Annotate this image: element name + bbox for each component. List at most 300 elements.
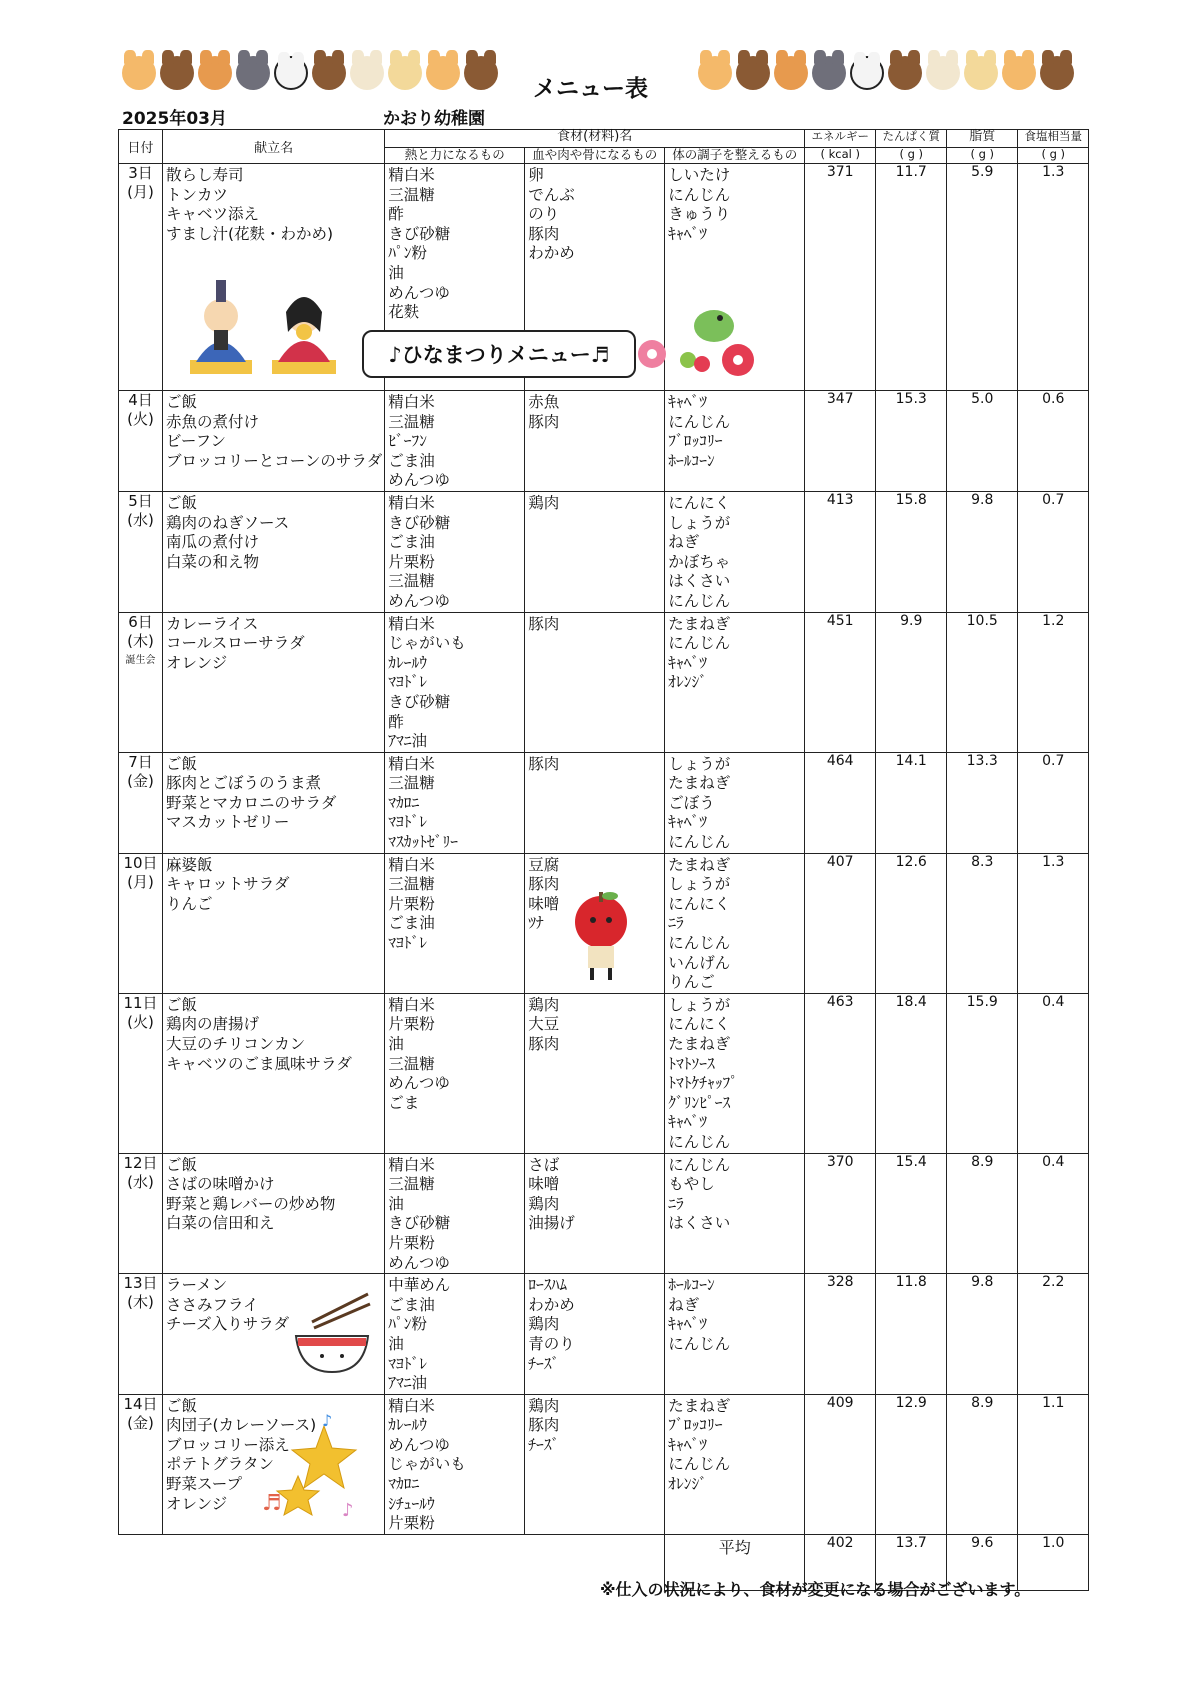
list-item: しょうが (668, 995, 731, 1014)
list-item: 鶏肉 (528, 1194, 560, 1213)
list-item: めんつゆ (388, 1435, 450, 1454)
protein-value: 12.6 (876, 853, 947, 993)
list-item: 三温糖 (388, 572, 435, 591)
list-item: 油 (388, 1194, 404, 1213)
day-cell (119, 612, 163, 752)
list-item: めんつゆ (388, 1253, 450, 1272)
header-menu: 献立名 (163, 130, 385, 164)
list-item: ｷｬﾍﾞﾂ (668, 1435, 707, 1454)
day-of-week: (月) (127, 183, 154, 201)
list-item: 豚肉 (528, 1416, 560, 1435)
list-item: ｷｬﾍﾞﾂ (668, 1315, 707, 1334)
average-protein: 13.7 (876, 1534, 947, 1590)
list-item: めんつゆ (388, 591, 450, 610)
protein-value: 15.8 (876, 491, 947, 612)
list-item: 精白米 (388, 493, 435, 512)
energy-value: 371 (805, 164, 876, 391)
list-item: にんにく (668, 894, 731, 913)
list-item: 油 (388, 1334, 404, 1353)
protein-value: 9.9 (876, 612, 947, 752)
list-item: わかめ (528, 1295, 575, 1314)
day-of-week: (水) (127, 510, 154, 529)
list-item: ｶﾚｰﾙｳ (388, 653, 427, 672)
list-item: 豚肉 (528, 1035, 560, 1053)
svg-text:♪: ♪ (342, 1500, 354, 1521)
list-item: キャロットサラダ (166, 875, 290, 894)
animal-faces-left (122, 56, 498, 90)
list-item: ｱﾏﾆ油 (388, 732, 427, 751)
page-header (0, 0, 1190, 130)
list-item: マスカットゼリー (166, 813, 290, 832)
list-item: キャベツのごま風味サラダ (166, 1054, 352, 1073)
day-of-week: (月) (127, 872, 154, 891)
list-item: たまねぎ (668, 774, 731, 793)
list-item: ビーフン (166, 432, 226, 451)
day-number: 3日 (128, 164, 153, 182)
list-item: ブロッコリーとコーンのサラダ (166, 451, 383, 470)
list-item: 酢 (388, 712, 404, 731)
list-item: 鶏肉 (528, 995, 560, 1014)
list-item: ご飯 (166, 393, 198, 411)
list-item: ブロッコリー添え (166, 1435, 290, 1454)
list-item: しょうが (668, 875, 731, 894)
salt-value: 0.7 (1018, 752, 1089, 853)
bear-face-icon (888, 56, 922, 90)
footnote: ※仕入の状況により、食材が変更になる場合がございます。 (600, 1580, 1031, 1599)
rabbit-face-icon (236, 56, 270, 90)
day-cell (119, 752, 163, 853)
list-item: 三温糖 (388, 875, 435, 894)
menu-month: 2025年03月 (122, 109, 227, 129)
list-item: 豚肉 (528, 412, 560, 431)
list-item: ごぼう (668, 793, 715, 812)
list-item: 豚肉 (528, 754, 560, 773)
salt-value: 1.3 (1018, 853, 1089, 993)
list-item: 青のり (528, 1334, 575, 1353)
list-item: にんじん (668, 1155, 731, 1174)
list-item: 片栗粉 (388, 1233, 435, 1252)
day-number: 7日 (128, 752, 153, 771)
list-item: 赤魚 (528, 393, 560, 411)
list-item: 野菜とマカロニのサラダ (166, 793, 337, 812)
list-item: 味噌 (528, 1175, 560, 1194)
list-item: 野菜スープ (166, 1475, 242, 1494)
list-item: ｼﾁｭｰﾙｳ (388, 1494, 435, 1513)
list-item: 豚肉 (528, 614, 560, 633)
energy-foods-cell (385, 612, 525, 752)
day-number: 4日 (128, 391, 153, 409)
list-item: 大豆 (528, 1015, 560, 1034)
list-item: 豚肉 (528, 224, 560, 243)
list-item: しょうが (668, 754, 731, 773)
list-item: 片栗粉 (388, 1015, 435, 1034)
list-item: 大豆のチリコンカン (166, 1035, 306, 1053)
list-item: 鶏肉の唐揚げ (166, 1015, 260, 1034)
day-of-week: (金) (127, 1413, 154, 1432)
list-item: ｶﾚｰﾙｳ (388, 1416, 427, 1435)
list-item: ﾊﾟﾝ粉 (388, 244, 427, 263)
dog-face-icon (774, 56, 808, 90)
list-item: 精白米 (388, 754, 435, 773)
list-item: ご飯 (166, 493, 198, 512)
bird-and-plum-blossom-illustration (632, 298, 762, 380)
list-item: ﾎｰﾙｺｰﾝ (668, 1276, 715, 1295)
list-item: 酢 (388, 205, 404, 224)
cat-face-icon (274, 56, 308, 90)
list-item: めんつゆ (388, 471, 450, 490)
school-name: かおり幼稚園 (383, 109, 485, 129)
fat-value: 15.9 (947, 993, 1018, 1153)
list-item: ﾏﾖﾄﾞﾚ (388, 673, 427, 692)
energy-value: 407 (805, 853, 876, 993)
list-item: きび砂糖 (388, 692, 451, 711)
header-fat: 脂質 (947, 130, 1018, 148)
list-item: ﾏﾖﾄﾞﾚ (388, 1354, 427, 1373)
bear-face-icon (160, 56, 194, 90)
list-item: 鶏肉 (528, 493, 560, 512)
apple-character-illustration (566, 890, 636, 984)
menu-items-cell (163, 1153, 385, 1274)
star-characters-illustration (252, 1412, 362, 1522)
list-item: もやし (668, 1175, 715, 1194)
list-item: 精白米 (388, 614, 435, 633)
average-spacer (119, 1534, 665, 1590)
rabbit-face-icon (812, 56, 846, 90)
cat-face-icon (698, 56, 732, 90)
list-item: のり (528, 205, 560, 224)
day-of-week: (火) (127, 410, 154, 428)
list-item: にんじん (668, 833, 731, 852)
cat-face-icon (122, 56, 156, 90)
list-item: ｱﾏﾆ油 (388, 1374, 427, 1393)
menu-items-cell (163, 612, 385, 752)
header-group-body: 血や肉や骨になるもの (525, 148, 665, 164)
list-item: 白菜の信田和え (166, 1214, 275, 1233)
menu-row (119, 391, 1089, 492)
energy-foods-cell (385, 752, 525, 853)
condition-foods-cell (665, 752, 805, 853)
list-item: 片栗粉 (388, 894, 435, 913)
list-item: ﾁｰｽﾞ (528, 1435, 560, 1454)
day-cell (119, 993, 163, 1153)
body-foods-cell (525, 391, 665, 492)
fat-value: 9.8 (947, 1274, 1018, 1395)
condition-foods-cell (665, 1394, 805, 1534)
list-item: ﾌﾞﾛｯｺﾘｰ (668, 1416, 723, 1435)
salt-value: 0.4 (1018, 993, 1089, 1153)
day-of-week: (木) (127, 1293, 154, 1312)
condition-foods-cell (665, 491, 805, 612)
day-of-week: (水) (127, 1172, 154, 1191)
energy-value: 463 (805, 993, 876, 1153)
day-number: 14日 (123, 1394, 158, 1413)
average-kcal: 402 (805, 1534, 876, 1590)
list-item: にんじん (668, 634, 731, 653)
list-item: きび砂糖 (388, 513, 451, 532)
average-label: 平均 (665, 1534, 805, 1590)
animal-faces-right (698, 56, 1074, 90)
hinamatsuri-banner: ♪ひなまつりメニュー♬ (362, 330, 636, 378)
body-foods-cell (525, 1274, 665, 1395)
menu-row (119, 491, 1089, 612)
list-item: りんご (668, 973, 715, 992)
day-number: 6日 (128, 612, 153, 631)
event-note: 誕生会 (125, 654, 156, 666)
header-group-condition: 体の調子を整えるもの (665, 148, 805, 164)
list-item: ご飯 (166, 1396, 198, 1415)
rabbit-face-icon (964, 56, 998, 90)
list-item: 野菜と鶏レバーの炒め物 (166, 1194, 336, 1213)
list-item: 花麩 (388, 303, 420, 322)
list-item: オレンジ (166, 1494, 228, 1513)
body-foods-cell (525, 752, 665, 853)
day-cell (119, 853, 163, 993)
fat-value: 8.3 (947, 853, 1018, 993)
protein-value: 15.3 (876, 391, 947, 492)
body-foods-cell (525, 612, 665, 752)
menu-items-cell (163, 491, 385, 612)
day-of-week: (火) (127, 1012, 154, 1031)
list-item: チーズ入りサラダ (166, 1315, 290, 1334)
list-item: めんつゆ (388, 283, 450, 302)
list-item: ねぎ (668, 1295, 700, 1314)
list-item: キャベツ添え (166, 205, 260, 224)
svg-text:♬: ♬ (262, 1491, 282, 1516)
day-number: 11日 (123, 993, 158, 1012)
list-item: 鶏肉 (528, 1315, 560, 1334)
list-item: ごま油 (388, 914, 435, 933)
list-item: 中華めん (388, 1276, 451, 1295)
energy-foods-cell (385, 391, 525, 492)
day-of-week: (木) (127, 631, 154, 650)
body-foods-cell (525, 993, 665, 1153)
list-item: ご飯 (166, 995, 198, 1014)
list-item: 南瓜の煮付け (166, 533, 260, 552)
list-item: すまし汁(花麩・わかめ) (166, 224, 334, 243)
day-cell (119, 1394, 163, 1534)
list-item: にんじん (668, 1132, 731, 1151)
bear-face-icon (1040, 56, 1074, 90)
salt-value: 1.2 (1018, 612, 1089, 752)
condition-foods-cell (665, 853, 805, 993)
header-energy: エネルギー (805, 130, 876, 148)
list-item: ﾛｰｽﾊﾑ (528, 1276, 567, 1295)
header-day: 日付 (119, 130, 163, 164)
ramen-bowl-illustration (292, 1292, 372, 1376)
list-item: 油 (388, 263, 404, 282)
condition-foods-cell (665, 391, 805, 492)
list-item: 豚肉 (528, 875, 560, 894)
fat-value: 8.9 (947, 1153, 1018, 1274)
list-item: ねぎ (668, 533, 700, 552)
list-item: たまねぎ (668, 614, 731, 633)
dog-face-icon (926, 56, 960, 90)
list-item: 白菜の和え物 (166, 552, 260, 571)
list-item: じゃがいも (388, 634, 466, 653)
list-item: はくさい (668, 1214, 731, 1233)
day-cell (119, 491, 163, 612)
day-of-week: (金) (127, 771, 154, 790)
menu-row (119, 1153, 1089, 1274)
bear-face-icon (464, 56, 498, 90)
list-item: 精白米 (388, 855, 435, 874)
list-item: にんじん (668, 934, 731, 953)
menu-row (119, 993, 1089, 1153)
list-item: カレーライス (166, 614, 259, 633)
list-item: 精白米 (388, 1155, 435, 1174)
list-item: 精白米 (388, 995, 435, 1014)
list-item: 散らし寿司 (166, 166, 244, 184)
average-fat: 9.6 (947, 1534, 1018, 1590)
list-item: わかめ (528, 244, 575, 263)
list-item: ごま油 (388, 451, 435, 470)
menu-items-cell (163, 853, 385, 993)
list-item: コールスローサラダ (166, 634, 305, 653)
list-item: ｸﾞﾘﾝﾋﾟｰｽ (668, 1093, 731, 1112)
list-item: 三温糖 (388, 774, 435, 793)
salt-value: 0.4 (1018, 1153, 1089, 1274)
condition-foods-cell (665, 612, 805, 752)
header-salt-unit: ( g ) (1018, 148, 1089, 164)
list-item: 豚肉とごぼうのうま煮 (166, 774, 322, 793)
day-cell (119, 164, 163, 391)
list-item: ﾊﾟﾝ粉 (388, 1315, 427, 1334)
list-item: 三温糖 (388, 185, 435, 204)
protein-value: 14.1 (876, 752, 947, 853)
list-item: ﾆﾗ (668, 1194, 684, 1213)
list-item: 片栗粉 (388, 552, 435, 571)
energy-value: 347 (805, 391, 876, 492)
list-item: 油 (388, 1035, 404, 1053)
header-salt: 食塩相当量 (1018, 130, 1089, 148)
list-item: ﾏｽｶｯﾄｾﾞﾘｰ (388, 833, 458, 852)
list-item: にんじん (668, 1455, 731, 1474)
list-item: ﾌﾞﾛｯｺﾘｰ (668, 432, 723, 451)
list-item: にんにく (668, 1015, 731, 1034)
menu-items-cell (163, 752, 385, 853)
salt-value: 0.6 (1018, 391, 1089, 492)
list-item: たまねぎ (668, 855, 731, 874)
energy-foods-cell (385, 993, 525, 1153)
energy-foods-cell (385, 1153, 525, 1274)
list-item: 精白米 (388, 1396, 435, 1415)
list-item: ささみフライ (166, 1295, 259, 1314)
day-cell (119, 1274, 163, 1395)
salt-value: 0.7 (1018, 491, 1089, 612)
list-item: かぼちゃ (668, 552, 731, 571)
condition-foods-cell (665, 1153, 805, 1274)
list-item: しょうが (668, 513, 731, 532)
day-number: 13日 (123, 1274, 158, 1293)
list-item: ﾂﾅ (528, 914, 544, 933)
list-item: にんじん (668, 185, 731, 204)
list-item: にんじん (668, 591, 731, 610)
salt-value: 1.1 (1018, 1394, 1089, 1534)
list-item: しいたけ (668, 166, 731, 184)
list-item: 麻婆飯 (166, 855, 213, 874)
header-protein: たんぱく質 (876, 130, 947, 148)
energy-value: 328 (805, 1274, 876, 1395)
list-item: ｷｬﾍﾞﾂ (668, 224, 707, 243)
hina-dolls-illustration (186, 272, 346, 380)
condition-foods-cell (665, 993, 805, 1153)
list-item: 精白米 (388, 393, 435, 411)
protein-value: 18.4 (876, 993, 947, 1153)
protein-value: 11.8 (876, 1274, 947, 1395)
list-item: ｷｬﾍﾞﾂ (668, 1113, 707, 1132)
list-item: ﾁｰｽﾞ (528, 1354, 560, 1373)
energy-value: 464 (805, 752, 876, 853)
list-item: きゅうり (668, 205, 731, 224)
cat-face-icon (850, 56, 884, 90)
list-item: はくさい (668, 572, 731, 591)
header-ingredients: 食材(材料)名 (385, 130, 805, 148)
energy-value: 451 (805, 612, 876, 752)
list-item: 精白米 (388, 166, 435, 184)
list-item: ｵﾚﾝｼﾞ (668, 673, 707, 692)
list-item: りんご (166, 894, 213, 913)
body-foods-cell (525, 491, 665, 612)
protein-value: 15.4 (876, 1153, 947, 1274)
list-item: じゃがいも (388, 1455, 466, 1474)
list-item: トンカツ (166, 185, 229, 204)
list-item: ﾏﾖﾄﾞﾚ (388, 934, 427, 953)
dog-face-icon (198, 56, 232, 90)
list-item: でんぶ (528, 185, 575, 204)
list-item: 油揚げ (528, 1214, 575, 1233)
fat-value: 5.0 (947, 391, 1018, 492)
energy-foods-cell (385, 853, 525, 993)
list-item: ﾏﾖﾄﾞﾚ (388, 813, 427, 832)
fat-value: 9.8 (947, 491, 1018, 612)
energy-value: 370 (805, 1153, 876, 1274)
header-group-energy: 熱と力になるもの (385, 148, 525, 164)
list-item: ﾎｰﾙｺｰﾝ (668, 451, 715, 470)
energy-value: 409 (805, 1394, 876, 1534)
list-item: ｷｬﾍﾞﾂ (668, 393, 707, 411)
list-item: いんげん (668, 953, 731, 972)
condition-foods-cell (665, 1274, 805, 1395)
list-item: ﾄﾏﾄｿｰｽ (668, 1054, 715, 1073)
cat-face-icon (1002, 56, 1036, 90)
list-item: ご飯 (166, 1155, 198, 1174)
protein-value: 11.7 (876, 164, 947, 391)
list-item: 鶏肉 (528, 1396, 560, 1415)
list-item: 片栗粉 (388, 1514, 435, 1533)
day-cell (119, 391, 163, 492)
list-item: 三温糖 (388, 1175, 435, 1194)
cat-face-icon (426, 56, 460, 90)
list-item: にんじん (668, 412, 731, 431)
list-item: きび砂糖 (388, 1214, 451, 1233)
bear-face-icon (736, 56, 770, 90)
menu-items-cell (163, 391, 385, 492)
header-fat-unit: ( g ) (947, 148, 1018, 164)
energy-foods-cell (385, 491, 525, 612)
day-cell (119, 1153, 163, 1274)
list-item: ポテトグラタン (166, 1455, 275, 1474)
list-item: 肉団子(カレーソース) (166, 1416, 317, 1435)
list-item: ﾆﾗ (668, 914, 684, 933)
list-item: ごま油 (388, 533, 435, 552)
list-item: 三温糖 (388, 412, 435, 431)
list-item: 卵 (528, 166, 544, 184)
list-item: たまねぎ (668, 1035, 731, 1053)
energy-foods-cell (385, 1394, 525, 1534)
energy-foods-cell (385, 1274, 525, 1395)
list-item: ご飯 (166, 754, 198, 773)
body-foods-cell (525, 1153, 665, 1274)
